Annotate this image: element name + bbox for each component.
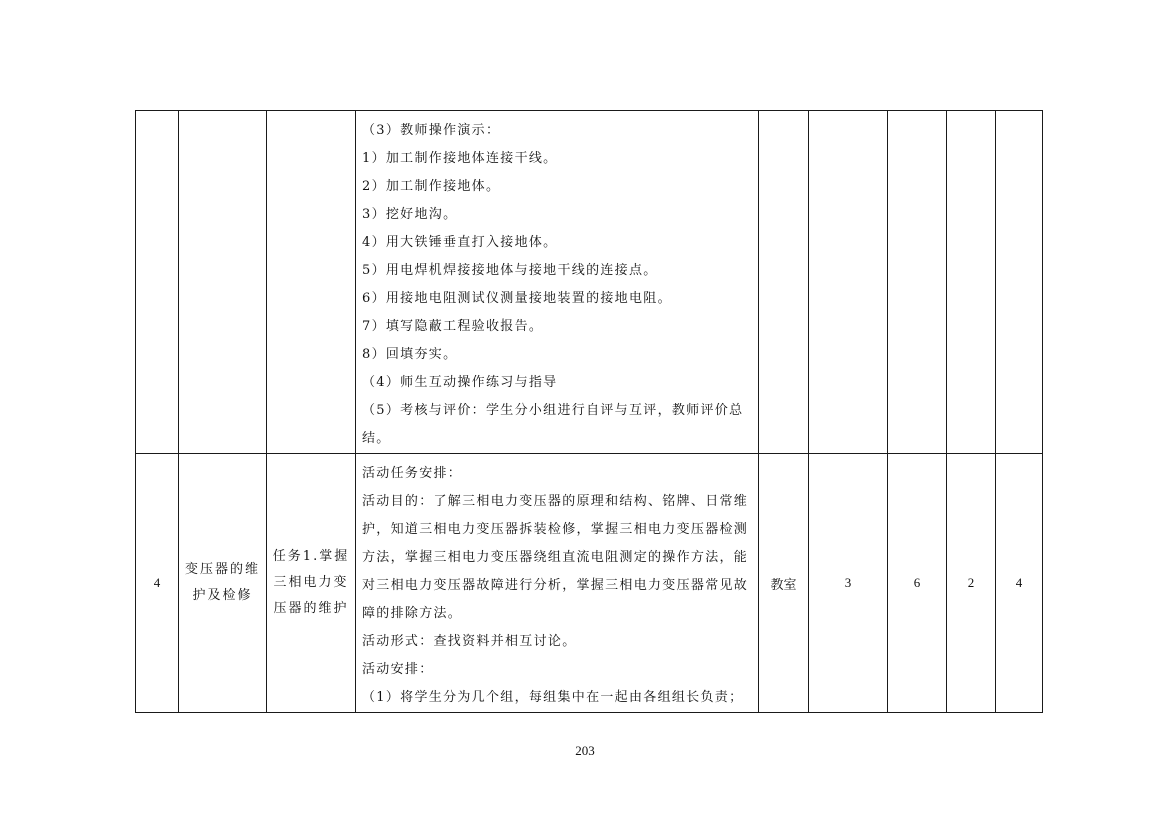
content-line: 对三相电力变压器故障进行分析，掌握三相电力变压器常见故 — [362, 578, 749, 593]
cell-location — [759, 111, 809, 454]
cell-value-2: 6 — [888, 454, 947, 713]
schedule-table — [135, 110, 1043, 713]
cell-module — [179, 454, 267, 713]
task-name: 任务1.掌握三相电力变压器的维护 — [272, 549, 350, 616]
cell-value-1 — [809, 111, 888, 454]
cell-task — [267, 454, 356, 713]
content-line: 活动形式：查找资料并相互讨论。 — [362, 634, 577, 649]
cell-content — [356, 454, 759, 713]
content-line: （4）师生互动操作练习与指导 — [362, 375, 558, 390]
content-line: 6）用接地电阻测试仪测量接地装置的接地电阻。 — [362, 291, 672, 306]
content-line: 3）挖好地沟。 — [362, 207, 458, 222]
content-line: 4）用大铁锤垂直打入接地体。 — [362, 235, 558, 250]
cell-location: 教室 — [759, 454, 809, 713]
content-line: （3）教师操作演示： — [362, 123, 501, 138]
cell-value-3: 2 — [947, 454, 996, 713]
cell-task — [267, 111, 356, 454]
content-line: 1）加工制作接地体连接干线。 — [362, 151, 558, 166]
content-line: 5）用电焊机焊接接地体与接地干线的连接点。 — [362, 263, 658, 278]
table-row-4 — [136, 454, 1043, 713]
cell-number — [136, 111, 179, 454]
cell-value-4 — [996, 111, 1043, 454]
content-line: （5）考核与评价：学生分小组进行自评与互评，教师评价总 — [362, 403, 744, 418]
content-line: 8）回填夯实。 — [362, 347, 458, 362]
cell-content — [356, 111, 759, 454]
content-line: 活动安排： — [362, 662, 434, 677]
content-line: 障的排除方法。 — [362, 606, 463, 621]
cell-value-2 — [888, 111, 947, 454]
cell-value-3 — [947, 111, 996, 454]
content-line: 活动任务安排： — [362, 466, 463, 481]
cell-value-4: 4 — [996, 454, 1043, 713]
content-line: 2）加工制作接地体。 — [362, 179, 501, 194]
module-name: 变压器的维护及检修 — [184, 562, 260, 603]
table-row-continued — [136, 111, 1043, 454]
content-line: （1）将学生分为几个组，每组集中在一起由各组组长负责； — [362, 690, 744, 705]
content-line: 结。 — [362, 431, 391, 446]
content-line: 护，知道三相电力变压器拆装检修，掌握三相电力变压器检测 — [362, 522, 749, 537]
cell-module — [179, 111, 267, 454]
cell-number: 4 — [136, 454, 179, 713]
content-line: 活动目的：了解三相电力变压器的原理和结构、铭牌、日常维 — [362, 494, 749, 509]
content-line: 方法，掌握三相电力变压器绕组直流电阻测定的操作方法，能 — [362, 550, 749, 565]
content-line: 7）填写隐蔽工程验收报告。 — [362, 319, 544, 334]
cell-value-1: 3 — [809, 454, 888, 713]
page-number: 203 — [575, 743, 595, 758]
